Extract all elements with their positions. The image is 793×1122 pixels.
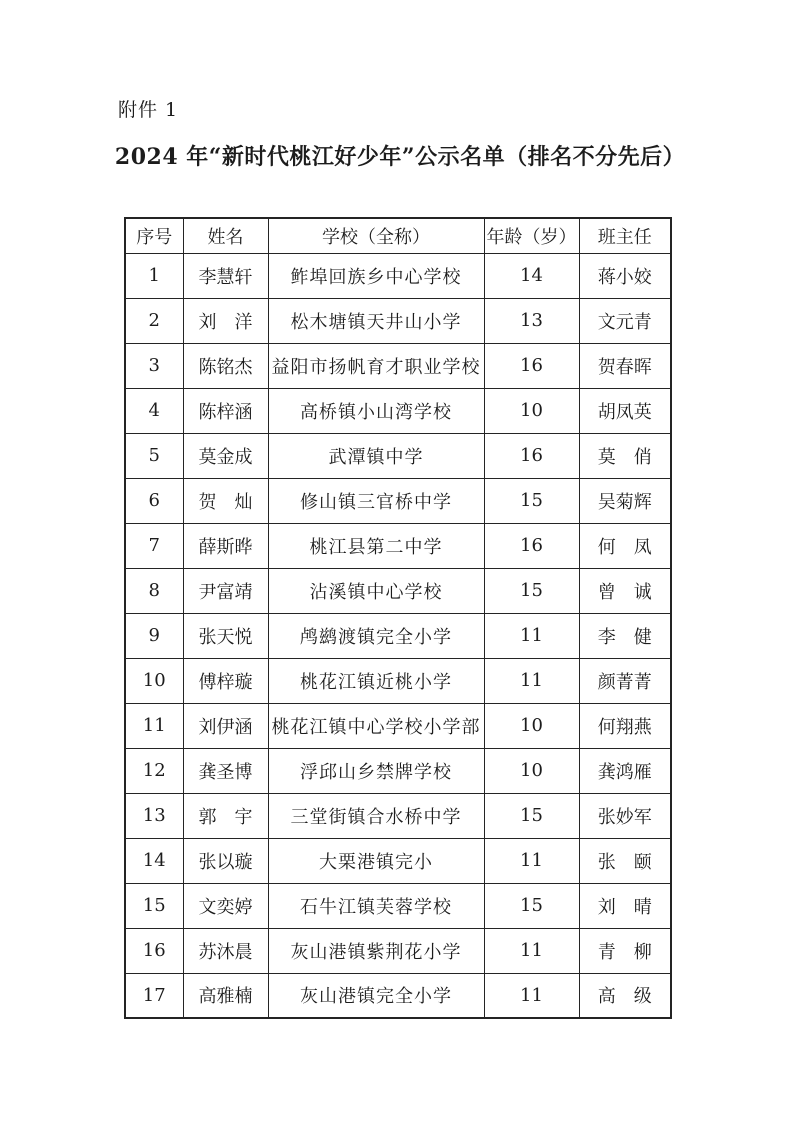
cell-name: 刘 洋 xyxy=(183,298,268,343)
cell-school: 高桥镇小山湾学校 xyxy=(268,388,484,433)
cell-index: 2 xyxy=(125,298,183,343)
cell-teacher: 莫 俏 xyxy=(579,433,671,478)
cell-index: 5 xyxy=(125,433,183,478)
cell-index: 12 xyxy=(125,748,183,793)
cell-teacher: 颜菁菁 xyxy=(579,658,671,703)
cell-teacher: 吴菊辉 xyxy=(579,478,671,523)
cell-age: 10 xyxy=(484,748,579,793)
cell-age: 10 xyxy=(484,703,579,748)
cell-index: 9 xyxy=(125,613,183,658)
cell-school: 石牛江镇芙蓉学校 xyxy=(268,883,484,928)
roster-table-body xyxy=(125,253,671,1018)
cell-age: 15 xyxy=(484,883,579,928)
col-header-age: 年龄（岁） xyxy=(484,218,579,253)
cell-name: 傅梓璇 xyxy=(183,658,268,703)
col-header-school: 学校（全称） xyxy=(268,218,484,253)
table-row xyxy=(125,748,671,793)
roster-table xyxy=(124,217,672,1019)
col-header-index: 序号 xyxy=(125,218,183,253)
cell-teacher: 刘 晴 xyxy=(579,883,671,928)
cell-index: 17 xyxy=(125,973,183,1018)
table-row xyxy=(125,253,671,298)
cell-school: 灰山港镇完全小学 xyxy=(268,973,484,1018)
cell-index: 3 xyxy=(125,343,183,388)
cell-teacher: 胡凤英 xyxy=(579,388,671,433)
table-row xyxy=(125,883,671,928)
cell-school: 桃江县第二中学 xyxy=(268,523,484,568)
cell-teacher: 青 柳 xyxy=(579,928,671,973)
cell-name: 陈梓涵 xyxy=(183,388,268,433)
cell-school: 大栗港镇完小 xyxy=(268,838,484,883)
cell-index: 15 xyxy=(125,883,183,928)
col-header-name: 姓名 xyxy=(183,218,268,253)
cell-age: 11 xyxy=(484,838,579,883)
table-row xyxy=(125,613,671,658)
table-row xyxy=(125,838,671,883)
cell-school: 桃花江镇近桃小学 xyxy=(268,658,484,703)
cell-age: 16 xyxy=(484,343,579,388)
cell-name: 刘伊涵 xyxy=(183,703,268,748)
cell-index: 13 xyxy=(125,793,183,838)
cell-index: 4 xyxy=(125,388,183,433)
cell-teacher: 龚鸿雁 xyxy=(579,748,671,793)
cell-name: 李慧轩 xyxy=(183,253,268,298)
cell-teacher: 贺春晖 xyxy=(579,343,671,388)
cell-school: 益阳市扬帆育才职业学校 xyxy=(268,343,484,388)
cell-name: 文奕婷 xyxy=(183,883,268,928)
cell-school: 鲊埠回族乡中心学校 xyxy=(268,253,484,298)
cell-age: 15 xyxy=(484,793,579,838)
cell-index: 10 xyxy=(125,658,183,703)
cell-age: 10 xyxy=(484,388,579,433)
cell-teacher: 曾 诚 xyxy=(579,568,671,613)
cell-teacher: 何 凤 xyxy=(579,523,671,568)
cell-teacher: 何翔燕 xyxy=(579,703,671,748)
cell-school: 修山镇三官桥中学 xyxy=(268,478,484,523)
cell-name: 龚圣博 xyxy=(183,748,268,793)
cell-age: 11 xyxy=(484,928,579,973)
cell-name: 郭 宇 xyxy=(183,793,268,838)
cell-index: 16 xyxy=(125,928,183,973)
table-row xyxy=(125,973,671,1018)
cell-name: 张天悦 xyxy=(183,613,268,658)
cell-name: 莫金成 xyxy=(183,433,268,478)
cell-index: 8 xyxy=(125,568,183,613)
cell-name: 高雅楠 xyxy=(183,973,268,1018)
cell-age: 16 xyxy=(484,523,579,568)
header-row xyxy=(125,218,671,253)
table-row xyxy=(125,703,671,748)
cell-school: 三堂街镇合水桥中学 xyxy=(268,793,484,838)
col-header-teacher: 班主任 xyxy=(579,218,671,253)
cell-age: 14 xyxy=(484,253,579,298)
cell-age: 11 xyxy=(484,973,579,1018)
cell-age: 13 xyxy=(484,298,579,343)
cell-age: 16 xyxy=(484,433,579,478)
table-row xyxy=(125,793,671,838)
table-row xyxy=(125,478,671,523)
cell-index: 6 xyxy=(125,478,183,523)
page-title: 2024 年“新时代桃江好少年”公示名单（排名不分先后） xyxy=(114,144,686,170)
cell-index: 14 xyxy=(125,838,183,883)
cell-school: 桃花江镇中心学校小学部 xyxy=(268,703,484,748)
cell-school: 沾溪镇中心学校 xyxy=(268,568,484,613)
roster-table-header xyxy=(125,218,671,253)
cell-teacher: 文元青 xyxy=(579,298,671,343)
table-row xyxy=(125,388,671,433)
cell-index: 11 xyxy=(125,703,183,748)
cell-school: 松木塘镇天井山小学 xyxy=(268,298,484,343)
table-row xyxy=(125,343,671,388)
cell-index: 7 xyxy=(125,523,183,568)
cell-age: 15 xyxy=(484,478,579,523)
table-row xyxy=(125,658,671,703)
table-row xyxy=(125,568,671,613)
cell-name: 尹富靖 xyxy=(183,568,268,613)
cell-age: 11 xyxy=(484,613,579,658)
cell-school: 灰山港镇紫荆花小学 xyxy=(268,928,484,973)
cell-school: 浮邱山乡禁牌学校 xyxy=(268,748,484,793)
table-row xyxy=(125,523,671,568)
attachment-label: 附件 1 xyxy=(118,99,179,121)
table-row xyxy=(125,928,671,973)
cell-name: 贺 灿 xyxy=(183,478,268,523)
cell-name: 张以璇 xyxy=(183,838,268,883)
cell-age: 11 xyxy=(484,658,579,703)
cell-age: 15 xyxy=(484,568,579,613)
cell-index: 1 xyxy=(125,253,183,298)
cell-teacher: 高 级 xyxy=(579,973,671,1018)
cell-name: 苏沐晨 xyxy=(183,928,268,973)
cell-school: 武潭镇中学 xyxy=(268,433,484,478)
cell-name: 薛斯晔 xyxy=(183,523,268,568)
cell-school: 鸬鹚渡镇完全小学 xyxy=(268,613,484,658)
cell-teacher: 张 颐 xyxy=(579,838,671,883)
cell-name: 陈铭杰 xyxy=(183,343,268,388)
cell-teacher: 张妙军 xyxy=(579,793,671,838)
cell-teacher: 蒋小姣 xyxy=(579,253,671,298)
table-row xyxy=(125,298,671,343)
table-row xyxy=(125,433,671,478)
cell-teacher: 李 健 xyxy=(579,613,671,658)
